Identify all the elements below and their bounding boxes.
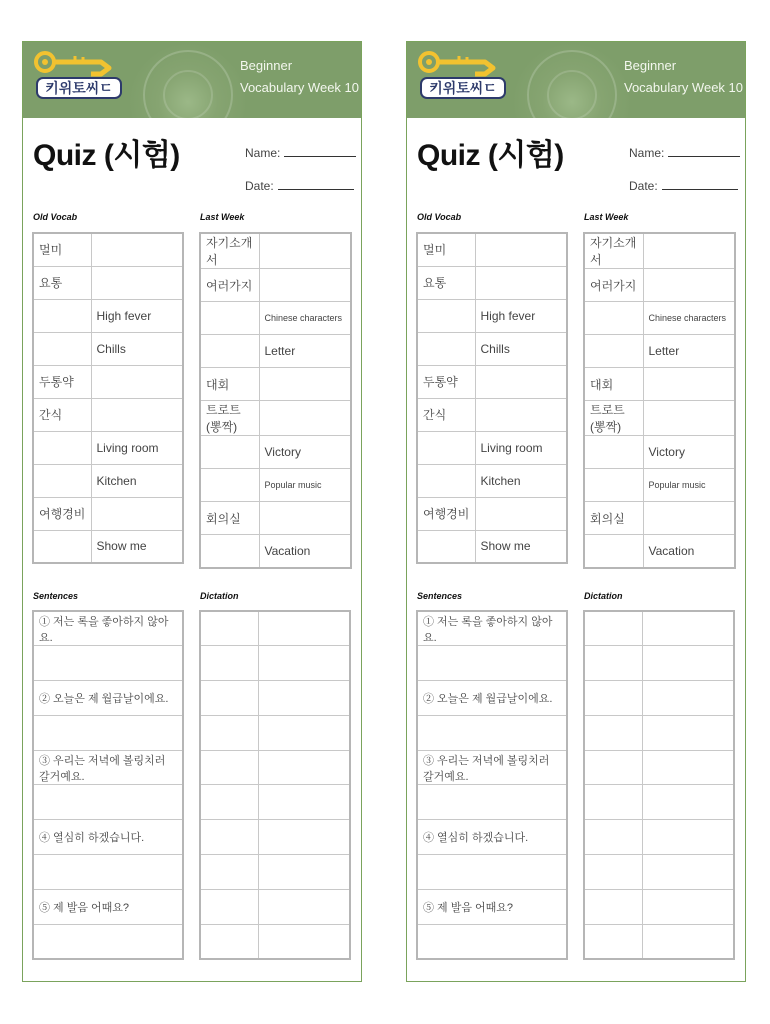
english-cell: Victory	[259, 436, 351, 469]
dictation-cell[interactable]	[200, 924, 258, 959]
sentence-cell: ④ 열심히 하겠습니다.	[417, 820, 567, 855]
last-week-heading: Last Week	[584, 212, 629, 222]
english-cell: Letter	[643, 335, 735, 368]
korean-cell[interactable]	[417, 530, 475, 563]
page-title: Quiz (시험)	[417, 139, 564, 172]
table-row	[584, 535, 735, 568]
answer-cell[interactable]	[33, 785, 183, 820]
korean-cell[interactable]	[417, 431, 475, 464]
last-week-table	[199, 232, 352, 569]
dictation-row	[200, 611, 350, 646]
level-label	[624, 55, 743, 99]
table-row	[584, 302, 735, 335]
sentence-row	[417, 785, 567, 820]
name-field[interactable]	[629, 146, 740, 160]
sentence-cell: ⑤ 제 발음 어때요?	[33, 889, 183, 924]
sheet-header	[23, 42, 361, 118]
korean-cell: 두통약	[417, 365, 475, 398]
korean-cell: 회의실	[584, 502, 643, 535]
table-row	[33, 497, 183, 530]
english-cell: Chinese characters	[259, 302, 351, 335]
korean-cell[interactable]	[417, 332, 475, 365]
dictation-cell[interactable]	[584, 681, 642, 716]
page-title: Quiz (시험)	[33, 139, 180, 172]
key-logo-icon	[415, 48, 511, 104]
dictation-heading: Dictation	[200, 591, 239, 601]
table-row	[417, 530, 567, 563]
english-cell: Chills	[475, 332, 567, 365]
english-cell[interactable]	[91, 365, 183, 398]
english-cell: Letter	[259, 335, 351, 368]
table-row	[584, 401, 735, 436]
english-cell[interactable]	[643, 368, 735, 401]
english-cell[interactable]	[91, 233, 183, 266]
korean-cell: 간식	[417, 398, 475, 431]
table-row	[417, 332, 567, 365]
sentence-row	[33, 924, 183, 959]
english-cell[interactable]	[475, 398, 567, 431]
answer-cell[interactable]	[33, 715, 183, 750]
english-cell[interactable]	[475, 266, 567, 299]
korean-cell[interactable]	[200, 436, 259, 469]
dictation-row	[584, 715, 734, 750]
korean-cell[interactable]	[33, 530, 91, 563]
korean-cell[interactable]	[417, 299, 475, 332]
korean-cell[interactable]	[584, 436, 643, 469]
korean-cell[interactable]	[200, 302, 259, 335]
dictation-row	[200, 924, 350, 959]
dictation-cell[interactable]	[200, 855, 258, 890]
korean-cell: 회의실	[200, 502, 259, 535]
dictation-cell[interactable]	[200, 820, 258, 855]
english-cell[interactable]	[91, 266, 183, 299]
quiz-sheet-right	[406, 41, 746, 982]
dictation-cell[interactable]	[584, 646, 642, 681]
english-cell: High fever	[475, 299, 567, 332]
english-cell: Popular music	[643, 469, 735, 502]
table-row	[200, 269, 351, 302]
dictation-cell[interactable]	[200, 715, 258, 750]
sentence-row	[33, 820, 183, 855]
name-label: Name:	[629, 146, 665, 160]
korean-cell: 여러가지	[584, 269, 643, 302]
name-label: Name:	[245, 146, 281, 160]
english-cell[interactable]	[475, 365, 567, 398]
english-cell[interactable]	[259, 502, 351, 535]
svg-text:키위토씨ㄷ: 키위토씨ㄷ	[45, 81, 113, 97]
english-cell[interactable]	[643, 401, 735, 436]
english-cell[interactable]	[91, 398, 183, 431]
dictation-cell[interactable]	[200, 889, 258, 924]
name-line[interactable]	[668, 146, 740, 157]
dictation-heading: Dictation	[584, 591, 623, 601]
english-cell[interactable]	[643, 269, 735, 302]
korean-cell: 대회	[200, 368, 259, 401]
dictation-cell[interactable]	[200, 681, 258, 716]
dictation-row	[584, 750, 734, 785]
english-cell[interactable]	[643, 502, 735, 535]
level-text: Beginner	[240, 58, 293, 73]
korean-cell: 트로트 (뽕짝)	[200, 401, 259, 436]
dictation-cell[interactable]	[642, 820, 734, 855]
sentence-cell: ① 저는 록을 좋아하지 않아요.	[33, 611, 183, 646]
quiz-sheet-left	[22, 41, 362, 982]
korean-cell[interactable]	[33, 464, 91, 497]
dictation-cell[interactable]	[584, 750, 642, 785]
table-row	[200, 368, 351, 401]
table-row	[417, 299, 567, 332]
dictation-cell[interactable]	[258, 715, 350, 750]
sentence-row	[417, 855, 567, 890]
dictation-cell[interactable]	[258, 924, 350, 959]
table-row	[200, 233, 351, 269]
korean-cell: 멀미	[33, 233, 91, 266]
table-row	[584, 368, 735, 401]
english-cell[interactable]	[91, 497, 183, 530]
header-seal-inner-decoration	[163, 70, 213, 120]
table-row	[33, 398, 183, 431]
level-text: Beginner	[624, 58, 677, 73]
table-row	[33, 266, 183, 299]
old-vocab-heading: Old Vocab	[33, 212, 78, 222]
sentence-row	[417, 820, 567, 855]
sentence-row	[33, 785, 183, 820]
answer-cell[interactable]	[417, 855, 567, 890]
table-row	[33, 431, 183, 464]
english-cell: Kitchen	[475, 464, 567, 497]
dictation-cell[interactable]	[584, 924, 642, 959]
sentence-row	[417, 750, 567, 785]
dictation-row	[200, 785, 350, 820]
sentence-row	[417, 889, 567, 924]
sentence-row	[417, 924, 567, 959]
key-logo-icon	[31, 48, 127, 104]
english-cell[interactable]	[475, 497, 567, 530]
korean-cell[interactable]	[33, 431, 91, 464]
dictation-cell[interactable]	[642, 646, 734, 681]
korean-cell: 요통	[417, 266, 475, 299]
korean-cell: 대회	[584, 368, 643, 401]
dictation-row	[200, 820, 350, 855]
table-row	[584, 436, 735, 469]
dictation-row	[584, 785, 734, 820]
sentence-cell: ⑤ 제 발음 어때요?	[417, 889, 567, 924]
english-cell: Kitchen	[91, 464, 183, 497]
english-cell: Show me	[91, 530, 183, 563]
korean-cell: 멀미	[417, 233, 475, 266]
table-row	[33, 299, 183, 332]
date-label: Date:	[629, 179, 658, 193]
table-row	[417, 365, 567, 398]
answer-cell[interactable]	[33, 855, 183, 890]
dictation-cell[interactable]	[642, 924, 734, 959]
sheet-header	[407, 42, 745, 118]
dictation-cell[interactable]	[258, 646, 350, 681]
table-row	[33, 464, 183, 497]
english-cell: High fever	[91, 299, 183, 332]
sentence-row	[417, 681, 567, 716]
dictation-cell[interactable]	[258, 750, 350, 785]
dictation-table	[583, 610, 735, 960]
korean-cell: 트로트 (뽕짝)	[584, 401, 643, 436]
level-label	[240, 55, 359, 99]
dictation-cell[interactable]	[258, 785, 350, 820]
sentences-table	[32, 610, 184, 960]
table-row	[584, 269, 735, 302]
sentences-heading: Sentences	[33, 591, 79, 601]
answer-cell[interactable]	[33, 646, 183, 681]
sentence-cell: ③ 우리는 저녁에 볼링치러 갈거예요.	[33, 750, 183, 785]
old-vocab-table	[416, 232, 568, 564]
dictation-cell[interactable]	[200, 611, 258, 646]
english-cell: Vacation	[643, 535, 735, 568]
english-cell[interactable]	[259, 401, 351, 436]
dictation-cell[interactable]	[642, 611, 734, 646]
table-row	[417, 398, 567, 431]
sentence-row	[33, 646, 183, 681]
table-row	[417, 464, 567, 497]
sentence-row	[33, 611, 183, 646]
english-cell[interactable]	[259, 269, 351, 302]
table-row	[200, 502, 351, 535]
sentences-heading: Sentences	[417, 591, 463, 601]
name-field[interactable]	[245, 146, 356, 160]
last-week-heading: Last Week	[200, 212, 245, 222]
english-cell[interactable]	[643, 233, 735, 269]
table-row	[200, 436, 351, 469]
english-cell: Living room	[91, 431, 183, 464]
korean-cell[interactable]	[584, 535, 643, 568]
table-row	[200, 335, 351, 368]
dictation-cell[interactable]	[200, 785, 258, 820]
dictation-cell[interactable]	[200, 750, 258, 785]
dictation-row	[584, 889, 734, 924]
korean-cell: 간식	[33, 398, 91, 431]
dictation-row	[584, 681, 734, 716]
english-cell: Show me	[475, 530, 567, 563]
sentence-row	[417, 646, 567, 681]
svg-text:키위토씨ㄷ: 키위토씨ㄷ	[429, 81, 497, 97]
dictation-row	[200, 646, 350, 681]
english-cell: Living room	[475, 431, 567, 464]
table-row	[200, 302, 351, 335]
dictation-cell[interactable]	[642, 681, 734, 716]
dictation-row	[200, 715, 350, 750]
sentence-row	[417, 611, 567, 646]
dictation-row	[200, 681, 350, 716]
english-cell: Vacation	[259, 535, 351, 568]
dictation-cell[interactable]	[584, 785, 642, 820]
header-seal-inner-decoration	[547, 70, 597, 120]
english-cell[interactable]	[259, 368, 351, 401]
dictation-row	[584, 820, 734, 855]
sentence-cell: ③ 우리는 저녁에 볼링치러 갈거예요.	[417, 750, 567, 785]
date-field[interactable]	[629, 179, 738, 193]
dictation-cell[interactable]	[258, 681, 350, 716]
table-row	[417, 431, 567, 464]
dictation-table	[199, 610, 351, 960]
dictation-cell[interactable]	[642, 889, 734, 924]
dictation-cell[interactable]	[642, 750, 734, 785]
english-cell: Chinese characters	[643, 302, 735, 335]
answer-cell[interactable]	[417, 715, 567, 750]
table-row	[200, 535, 351, 568]
english-cell: Popular music	[259, 469, 351, 502]
table-row	[33, 530, 183, 563]
sentence-row	[33, 715, 183, 750]
table-row	[417, 233, 567, 266]
dictation-cell[interactable]	[584, 855, 642, 890]
korean-cell[interactable]	[584, 302, 643, 335]
english-cell: Chills	[91, 332, 183, 365]
dictation-cell[interactable]	[258, 820, 350, 855]
korean-cell[interactable]	[200, 535, 259, 568]
korean-cell[interactable]	[417, 464, 475, 497]
dictation-row	[584, 611, 734, 646]
table-row	[584, 502, 735, 535]
table-row	[584, 335, 735, 368]
korean-cell[interactable]	[33, 299, 91, 332]
sentence-row	[33, 889, 183, 924]
dictation-cell[interactable]	[642, 715, 734, 750]
table-row	[584, 233, 735, 269]
sentence-cell: ① 저는 록을 좋아하지 않아요.	[417, 611, 567, 646]
dictation-row	[200, 889, 350, 924]
korean-cell[interactable]	[584, 335, 643, 368]
dictation-cell[interactable]	[258, 855, 350, 890]
date-label: Date:	[245, 179, 274, 193]
table-row	[33, 332, 183, 365]
english-cell: Victory	[643, 436, 735, 469]
korean-cell[interactable]	[200, 335, 259, 368]
old-vocab-table	[32, 232, 184, 564]
english-cell[interactable]	[475, 233, 567, 266]
answer-cell[interactable]	[417, 924, 567, 959]
dictation-cell[interactable]	[258, 611, 350, 646]
dictation-cell[interactable]	[258, 889, 350, 924]
dictation-cell[interactable]	[642, 855, 734, 890]
dictation-cell[interactable]	[642, 785, 734, 820]
korean-cell[interactable]	[584, 469, 643, 502]
table-row	[417, 497, 567, 530]
korean-cell[interactable]	[200, 469, 259, 502]
dictation-row	[584, 646, 734, 681]
date-field[interactable]	[245, 179, 354, 193]
week-text: Vocabulary Week 10	[624, 80, 743, 95]
table-row	[417, 266, 567, 299]
table-row	[33, 233, 183, 266]
dictation-cell[interactable]	[584, 611, 642, 646]
table-row	[200, 401, 351, 436]
korean-cell: 여러가지	[200, 269, 259, 302]
dictation-cell[interactable]	[584, 820, 642, 855]
dictation-row	[200, 855, 350, 890]
name-line[interactable]	[284, 146, 356, 157]
answer-cell[interactable]	[33, 924, 183, 959]
answer-cell[interactable]	[417, 785, 567, 820]
dictation-cell[interactable]	[584, 715, 642, 750]
last-week-table	[583, 232, 736, 569]
week-text: Vocabulary Week 10	[240, 80, 359, 95]
dictation-cell[interactable]	[200, 646, 258, 681]
sentences-table	[416, 610, 568, 960]
korean-cell[interactable]	[33, 332, 91, 365]
table-row	[200, 469, 351, 502]
sentence-row	[33, 681, 183, 716]
dictation-row	[584, 924, 734, 959]
old-vocab-heading: Old Vocab	[417, 212, 462, 222]
table-row	[33, 365, 183, 398]
english-cell[interactable]	[259, 233, 351, 269]
korean-cell: 자기소개서	[584, 233, 643, 269]
dictation-cell[interactable]	[584, 889, 642, 924]
sentence-row	[417, 715, 567, 750]
answer-cell[interactable]	[417, 646, 567, 681]
date-line[interactable]	[278, 179, 354, 190]
korean-cell: 요통	[33, 266, 91, 299]
dictation-row	[200, 750, 350, 785]
sentence-cell: ④ 열심히 하겠습니다.	[33, 820, 183, 855]
sentence-row	[33, 750, 183, 785]
korean-cell: 여행경비	[33, 497, 91, 530]
korean-cell: 자기소개서	[200, 233, 259, 269]
sentence-row	[33, 855, 183, 890]
sentence-cell: ② 오늘은 제 월급날이에요.	[33, 681, 183, 716]
korean-cell: 여행경비	[417, 497, 475, 530]
sentence-cell: ② 오늘은 제 월급날이에요.	[417, 681, 567, 716]
table-row	[584, 469, 735, 502]
dictation-row	[584, 855, 734, 890]
korean-cell: 두통약	[33, 365, 91, 398]
date-line[interactable]	[662, 179, 738, 190]
